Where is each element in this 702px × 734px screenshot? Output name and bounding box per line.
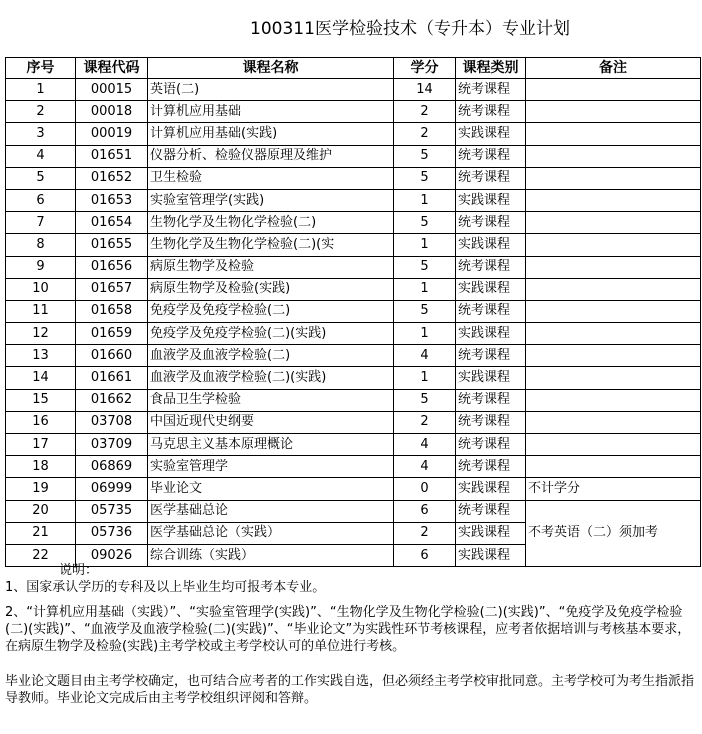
table-row	[6, 256, 701, 278]
row-type: 实践课程	[456, 544, 526, 566]
row-name: 计算机应用基础	[148, 101, 394, 123]
row-credit: 1	[394, 367, 456, 389]
row-remark	[526, 345, 701, 367]
row-name: 马克思主义基本原理概论	[148, 434, 394, 456]
row-code: 01656	[76, 256, 148, 278]
table-row	[6, 79, 701, 101]
table-row	[6, 456, 701, 478]
row-no: 21	[6, 522, 76, 544]
row-code: 06869	[76, 456, 148, 478]
row-type: 统考课程	[456, 79, 526, 101]
row-no: 7	[6, 212, 76, 234]
row-remark	[526, 300, 701, 322]
row-no: 14	[6, 367, 76, 389]
table-row	[6, 411, 701, 433]
row-code: 06999	[76, 478, 148, 500]
row-name: 生物化学及生物化学检验(二)	[148, 212, 394, 234]
header-code: 课程代码	[76, 58, 148, 79]
row-credit: 6	[394, 544, 456, 566]
row-type: 统考课程	[456, 212, 526, 234]
table-row	[6, 123, 701, 145]
notes-heading: 说明：	[59, 563, 99, 578]
table-row	[6, 212, 701, 234]
row-code: 01660	[76, 345, 148, 367]
table-header-row	[6, 58, 701, 79]
row-code: 05735	[76, 500, 148, 522]
row-name: 免疫学及免疫学检验(二)	[148, 300, 394, 322]
row-remark	[526, 212, 701, 234]
row-type: 统考课程	[456, 167, 526, 189]
row-code: 01653	[76, 189, 148, 211]
row-remark	[526, 367, 701, 389]
merged-remark-cell: 不考英语（二）须加考	[526, 500, 701, 567]
row-remark	[526, 189, 701, 211]
row-no: 4	[6, 145, 76, 167]
row-code: 01652	[76, 167, 148, 189]
note-item-1: 1、国家承认学历的专科及以上毕业生均可报考本专业。	[5, 580, 326, 595]
row-no: 15	[6, 389, 76, 411]
row-code: 00015	[76, 79, 148, 101]
row-name: 医学基础总论（实践）	[148, 522, 394, 544]
row-name: 病原生物学及检验	[148, 256, 394, 278]
row-credit: 6	[394, 500, 456, 522]
row-credit: 1	[394, 189, 456, 211]
row-code: 00018	[76, 101, 148, 123]
row-name: 毕业论文	[148, 478, 394, 500]
row-type: 统考课程	[456, 456, 526, 478]
row-remark	[526, 411, 701, 433]
row-type: 实践课程	[456, 123, 526, 145]
row-type: 统考课程	[456, 101, 526, 123]
course-plan-table	[5, 57, 701, 567]
row-name: 仪器分析、检验仪器原理及维护	[148, 145, 394, 167]
header-type: 课程类别	[456, 58, 526, 79]
row-credit: 2	[394, 123, 456, 145]
row-credit: 4	[394, 456, 456, 478]
row-remark	[526, 101, 701, 123]
row-no: 18	[6, 456, 76, 478]
row-remark	[526, 234, 701, 256]
row-remark	[526, 145, 701, 167]
row-credit: 4	[394, 434, 456, 456]
row-credit: 5	[394, 167, 456, 189]
row-no: 22	[6, 544, 76, 566]
row-remark	[526, 434, 701, 456]
row-credit: 1	[394, 278, 456, 300]
row-type: 实践课程	[456, 189, 526, 211]
row-code: 01657	[76, 278, 148, 300]
row-name: 综合训练（实践）	[148, 544, 394, 566]
row-code: 00019	[76, 123, 148, 145]
row-remark	[526, 278, 701, 300]
table-row	[6, 500, 701, 522]
header-name: 课程名称	[148, 58, 394, 79]
row-name: 医学基础总论	[148, 500, 394, 522]
row-credit: 0	[394, 478, 456, 500]
header-remark: 备注	[526, 58, 701, 79]
row-no: 12	[6, 323, 76, 345]
row-name: 实验室管理学(实践)	[148, 189, 394, 211]
row-name: 血液学及血液学检验(二)	[148, 345, 394, 367]
row-type: 实践课程	[456, 323, 526, 345]
row-type: 统考课程	[456, 145, 526, 167]
row-remark	[526, 456, 701, 478]
row-no: 5	[6, 167, 76, 189]
table-row	[6, 145, 701, 167]
row-name: 免疫学及免疫学检验(二)(实践)	[148, 323, 394, 345]
row-no: 9	[6, 256, 76, 278]
row-name: 实验室管理学	[148, 456, 394, 478]
table-row	[6, 278, 701, 300]
row-no: 6	[6, 189, 76, 211]
table-row	[6, 300, 701, 322]
row-no: 13	[6, 345, 76, 367]
row-credit: 5	[394, 145, 456, 167]
row-remark	[526, 79, 701, 101]
row-type: 统考课程	[456, 256, 526, 278]
table-row	[6, 323, 701, 345]
row-credit: 5	[394, 256, 456, 278]
row-code: 01654	[76, 212, 148, 234]
note-item-2: 2、“计算机应用基础（实践）”、“实验室管理学(实践)”、“生物化学及生物化学检验(二)(实践)”、“免疫学及免疫学检验(二)(实践)”、“血液学及血液学检验(二)(实践)”、“毕业论文”为实践性环节考核课程，应考者依据培训与考核基本要求，在病原生物学及检验(实践)主考学校或主考学校认可的单位进行考核。	[5, 605, 691, 654]
row-name: 中国近现代史纲要	[148, 411, 394, 433]
row-no: 1	[6, 79, 76, 101]
row-code: 01659	[76, 323, 148, 345]
row-type: 实践课程	[456, 278, 526, 300]
row-type: 统考课程	[456, 500, 526, 522]
table-row	[6, 189, 701, 211]
row-type: 实践课程	[456, 478, 526, 500]
row-code: 01658	[76, 300, 148, 322]
row-code: 01661	[76, 367, 148, 389]
row-type: 统考课程	[456, 345, 526, 367]
table-row	[6, 367, 701, 389]
row-remark	[526, 123, 701, 145]
row-no: 10	[6, 278, 76, 300]
row-no: 11	[6, 300, 76, 322]
row-remark	[526, 256, 701, 278]
row-code: 03709	[76, 434, 148, 456]
row-no: 17	[6, 434, 76, 456]
row-code: 01651	[76, 145, 148, 167]
row-type: 统考课程	[456, 411, 526, 433]
table-row	[6, 167, 701, 189]
header-credit: 学分	[394, 58, 456, 79]
row-name: 食品卫生学检验	[148, 389, 394, 411]
row-credit: 5	[394, 300, 456, 322]
row-no: 19	[6, 478, 76, 500]
row-name: 血液学及血液学检验(二)(实践)	[148, 367, 394, 389]
row-type: 统考课程	[456, 389, 526, 411]
row-remark	[526, 323, 701, 345]
row-credit: 1	[394, 234, 456, 256]
row-remark	[526, 167, 701, 189]
row-code: 01655	[76, 234, 148, 256]
row-remark: 不计学分	[526, 478, 701, 500]
row-credit: 5	[394, 389, 456, 411]
row-no: 8	[6, 234, 76, 256]
table-row	[6, 101, 701, 123]
note-paragraph: 毕业论文题目由主考学校确定，也可结合应考者的工作实践自选，但必须经主考学校审批同意。主考学校可为考生指派指导教师。毕业论文完成后由主考学校组织评阅和答辩。	[5, 674, 695, 706]
table-row	[6, 434, 701, 456]
row-name: 病原生物学及检验(实践)	[148, 278, 394, 300]
row-code: 05736	[76, 522, 148, 544]
page-title: 100311医学检验技术（专升本）专业计划	[250, 19, 570, 39]
row-code: 01662	[76, 389, 148, 411]
row-credit: 14	[394, 79, 456, 101]
row-remark	[526, 389, 701, 411]
table-row	[6, 389, 701, 411]
row-type: 统考课程	[456, 434, 526, 456]
row-credit: 2	[394, 522, 456, 544]
row-no: 20	[6, 500, 76, 522]
row-no: 3	[6, 123, 76, 145]
row-type: 实践课程	[456, 367, 526, 389]
row-type: 实践课程	[456, 234, 526, 256]
row-no: 16	[6, 411, 76, 433]
notes-section	[5, 562, 697, 707]
row-name: 计算机应用基础(实践)	[148, 123, 394, 145]
row-type: 统考课程	[456, 300, 526, 322]
row-code: 03708	[76, 411, 148, 433]
row-credit: 5	[394, 212, 456, 234]
row-credit: 2	[394, 411, 456, 433]
row-name: 英语(二)	[148, 79, 394, 101]
row-no: 2	[6, 101, 76, 123]
table-row	[6, 478, 701, 500]
row-credit: 1	[394, 323, 456, 345]
table-row	[6, 234, 701, 256]
row-code: 09026	[76, 544, 148, 566]
table-row	[6, 345, 701, 367]
row-name: 卫生检验	[148, 167, 394, 189]
row-type: 实践课程	[456, 522, 526, 544]
header-no: 序号	[6, 58, 76, 79]
row-name: 生物化学及生物化学检验(二)(实	[148, 234, 394, 256]
row-credit: 4	[394, 345, 456, 367]
row-credit: 2	[394, 101, 456, 123]
